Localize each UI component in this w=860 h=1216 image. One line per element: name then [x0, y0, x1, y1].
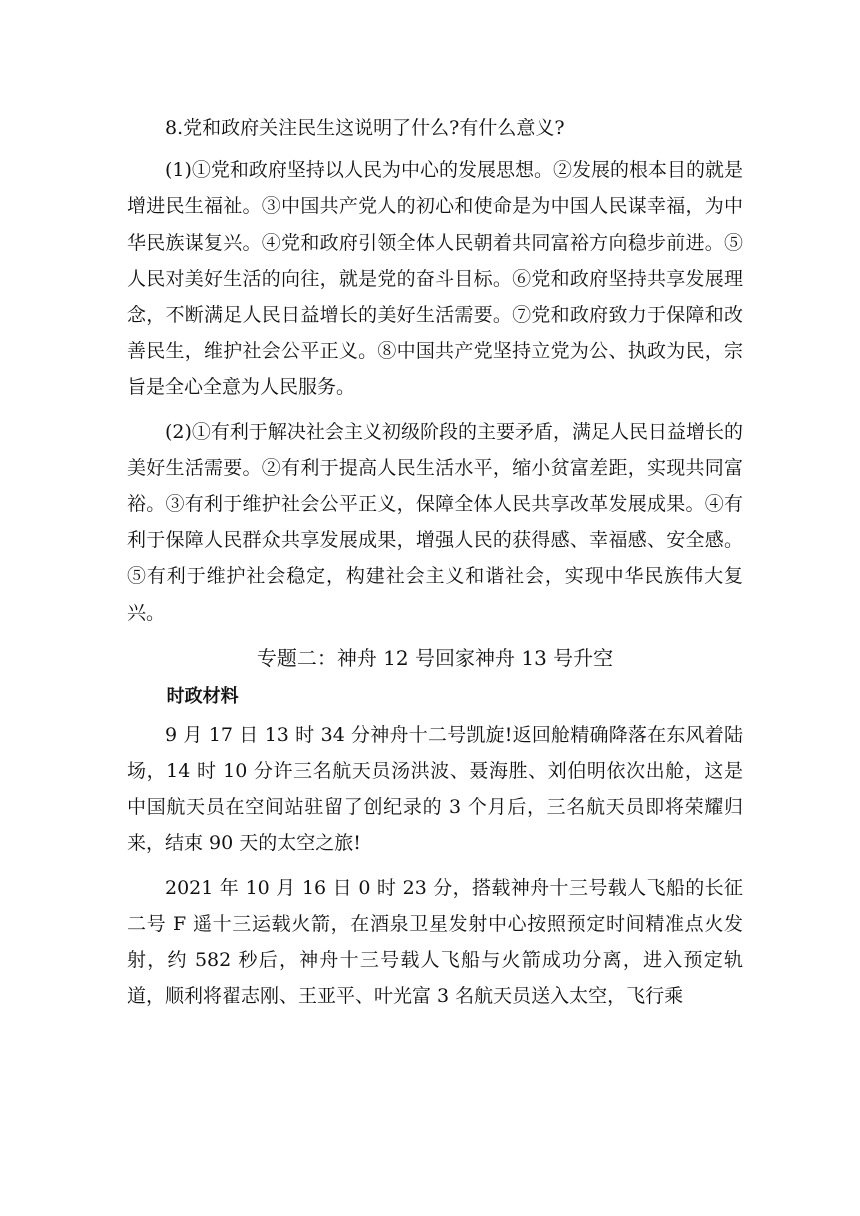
material-paragraph-1: 9 月 17 日 13 时 34 分神舟十二号凯旋!返回舱精确降落在东风着陆场，14 时 10 分许三名航天员汤洪波、聂海胜、刘伯明依次出舱，这是中国航天员在空间站驻留了创纪录的 3 个月后，三名航天员即将荣耀归来，结束 90 天的太空之旅! — [127, 723, 743, 855]
question-text: 8.党和政府关注民生这说明了什么?有什么意义? — [165, 117, 565, 139]
section-title: 专题二：神舟 12 号回家神舟 13 号升空 — [256, 645, 614, 670]
answer-part-2: (2)①有利于解决社会主义初级阶段的主要矛盾，满足人民日益增长的美好生活需要。②有利于提高人民生活水平，缩小贫富差距，实现共同富裕。③有利于维护社会公平正义，保障全体人民共享改革发展成果。④有利于保障人民群众共享发展成果，增强人民的获得感、幸福感、安全感。⑤有利于维护社会稳定，构建社会主义和谐社会，实现中华民族伟大复兴。 — [127, 420, 743, 624]
answer-part-1: (1)①党和政府坚持以人民为中心的发展思想。②发展的根本目的就是增进民生福祉。③中国共产党人的初心和使命是为中国人民谋幸福，为中华民族谋复兴。④党和政府引领全体人民朝着共同富裕方向稳步前进。⑤人民对美好生活的向往，就是党的奋斗目标。⑥党和政府坚持共享发展理念，不断满足人民日益增长的美好生活需要。⑦党和政府致力于保障和改善民生，维护社会公平正义。⑧中国共产党坚持立党为公、执政为民，宗旨是全心全意为人民服务。 — [127, 159, 743, 399]
sub-heading: 时政材料 — [166, 685, 239, 707]
document-body — [127, 110, 743, 1022]
material-paragraph-2: 2021 年 10 月 16 日 0 时 23 分，搭载神舟十三号载人飞船的长征二号 F 遥十三运载火箭，在酒泉卫星发射中心按照预定时间精准点火发射，约 582 秒后，神舟十三号载人飞船与火箭成功分离，进入预定轨道，顺利将翟志刚、王亚平、叶光富 3 名航天员送入太空，飞行乘 — [127, 876, 743, 1008]
